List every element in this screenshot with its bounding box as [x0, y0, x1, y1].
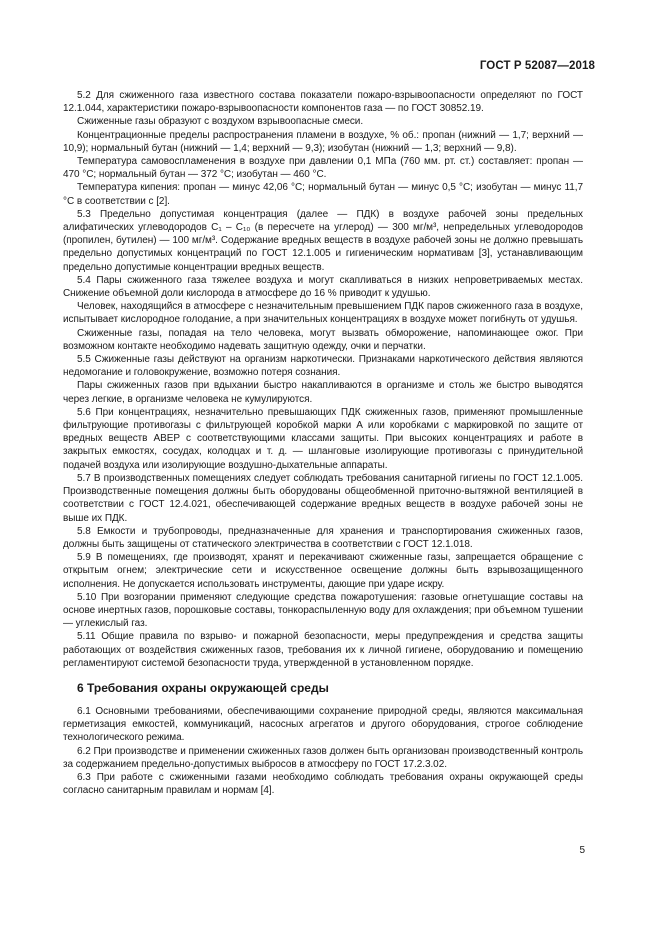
paragraph-autoignition: Температура самовоспламенения в воздухе при давлении 0,1 МПа (760 мм. рт. ст.) составляет: пропан — 470 °С; нормальный бутан — 372 °С; изобутан — 460 °С.: [63, 156, 583, 181]
paragraph-inhalation: Пары сжиженных газов при вдыхании быстро накапливаются в организме и столь же быстро выводятся через легкие, в организме человека не кумулируются.: [63, 380, 583, 405]
paragraph-5-7: 5.7 В производственных помещениях следует соблюдать требования санитарной гигиены по ГОСТ 12.1.005. Производственные помещения должны быть оборудованы общеобменной приточно-вытяжной вентиляцией в соответствии с ГОСТ 12.4.021, обеспечивающей содержание вредных веществ в воздухе рабочей зоны не выше их ПДК.: [63, 472, 583, 524]
paragraph-5-3: 5.3 Предельно допустимая концентрация (далее — ПДК) в воздухе рабочей зоны предельных алифатических углеводородов С₁ – С₁₀ (в пересчете на углерод) — 300 мг/м³, непредельных углеводородов (пропилен, бутилен) — 100 мг/м³. Содержание вредных веществ в воздухе рабочей зоны не должно превышать предельно допустимых концентраций по ГОСТ 12.1.005 и гигиеническим нормативам [3], устанавливающим предельно допустимые концентрации вредных веществ.: [63, 208, 583, 273]
paragraph-oxygen-starvation: Человек, находящийся в атмосфере с незначительным превышением ПДК паров сжиженного газа в воздухе, испытывает кислородное голодание, а при значительных концентрациях в воздухе может погибнуть от удушья.: [63, 301, 583, 326]
paragraph-5-8: 5.8 Емкости и трубопроводы, предназначенные для хранения и транспортирования сжиженных газов, должны быть защищены от статического электричества в соответствии с ГОСТ 12.1.018.: [63, 525, 583, 550]
paragraph-5-10: 5.10 При возгорании применяют следующие средства пожаротушения: газовые огнетушащие составы на основе инертных газов, порошковые составы, тонкораспыленную воду для охлаждения; при объемном тушении — углекислый газ.: [63, 591, 583, 630]
paragraph-explosive-mixtures: Сжиженные газы образуют с воздухом взрывоопасные смеси.: [77, 116, 364, 128]
paragraph-5-9: 5.9 В помещениях, где производят, хранят и перекачивают сжиженные газы, запрещается обращение с открытым огнем; электрические сети и искусственное освещение должны быть взрывозащищенного исполнения. Не допускается использовать инструменты, дающие при ударе искру.: [63, 552, 583, 590]
paragraph-flame-limits: Концентрационные пределы распространения пламени в воздухе, % об.: пропан (нижний — 1,7; верхний — 10,9); нормальный бутан (нижний — 1,4; верхний — 9,3); изобутан (нижний — 1,3; верхний — 9,8).: [63, 129, 583, 154]
paragraph-5-6: 5.6 При концентрациях, незначительно превышающих ПДК сжиженных газов, применяют промышленные фильтрующие противогазы с фильтрующей коробкой марки А или коробками с маркировкой по защите от вредных веществ АВЕР с соответствующими классами защиты. При высоких концентрациях и работе в закрытых емкостях, сосудах, колодцах и т. д. — шланговые изолирующие противогазы с принудительной подачей воздуха или изолирующие воздушно-дыхательные аппараты.: [63, 406, 583, 471]
section-6-title: 6 Требования охраны окружающей среды: [77, 680, 329, 695]
paragraph-6-2: 6.2 При производстве и применении сжиженных газов должен быть организован производственный контроль за содержанием предельно-допустимых выбросов в атмосферу по ГОСТ 17.2.3.02.: [63, 745, 583, 770]
paragraph-5-2: 5.2 Для сжиженного газа известного состава показатели пожаро-взрывоопасности определяют по ГОСТ 12.1.044, характеристики пожаро-взрывоопасности компонентов газа — по ГОСТ 30852.19.: [63, 90, 583, 115]
paragraph-boiling-point: Температура кипения: пропан — минус 42,06 °С; нормальный бутан — минус 0,5 °С; изобутан — минус 11,7 °С в соответствии с [2].: [63, 182, 583, 207]
paragraph-6-1: 6.1 Основными требованиями, обеспечивающими сохранение природной среды, являются максимальная герметизация емкостей, коммуникаций, насосных агрегатов и другого оборудования, строгое соблюдение технологического режима.: [63, 705, 583, 744]
paragraph-6-3: 6.3 При работе с сжиженными газами необходимо соблюдать требования охраны окружающей среды согласно санитарным правилам и нормам [4].: [63, 771, 583, 797]
paragraph-5-4: 5.4 Пары сжиженного газа тяжелее воздуха и могут скапливаться в низких непроветриваемых местах. Снижение объемной доли кислорода в атмосфере до 16 % приводит к удушью.: [63, 274, 583, 300]
document-body: [63, 89, 583, 797]
paragraph-5-5: 5.5 Сжиженные газы действуют на организм наркотически. Признаками наркотического действия являются недомогание и головокружение, возможно потеря сознания.: [63, 354, 583, 379]
document-header: ГОСТ Р 52087—2018: [479, 60, 595, 72]
page-number: 5: [579, 845, 585, 856]
paragraph-frostbite: Сжиженные газы, попадая на тело человека, могут вызвать обморожение, напоминающее ожог. При возможном контакте необходимо надевать защитную одежду, очки и перчатки.: [63, 327, 583, 352]
paragraph-5-11: 5.11 Общие правила по взрыво- и пожарной безопасности, меры предупреждения и средства защиты работающих от воздействия сжиженных газов, требования их к личной гигиене, оборудованию и помещению регламентируют системой безопасности труда, утвержденной в установленном порядке.: [63, 631, 583, 669]
